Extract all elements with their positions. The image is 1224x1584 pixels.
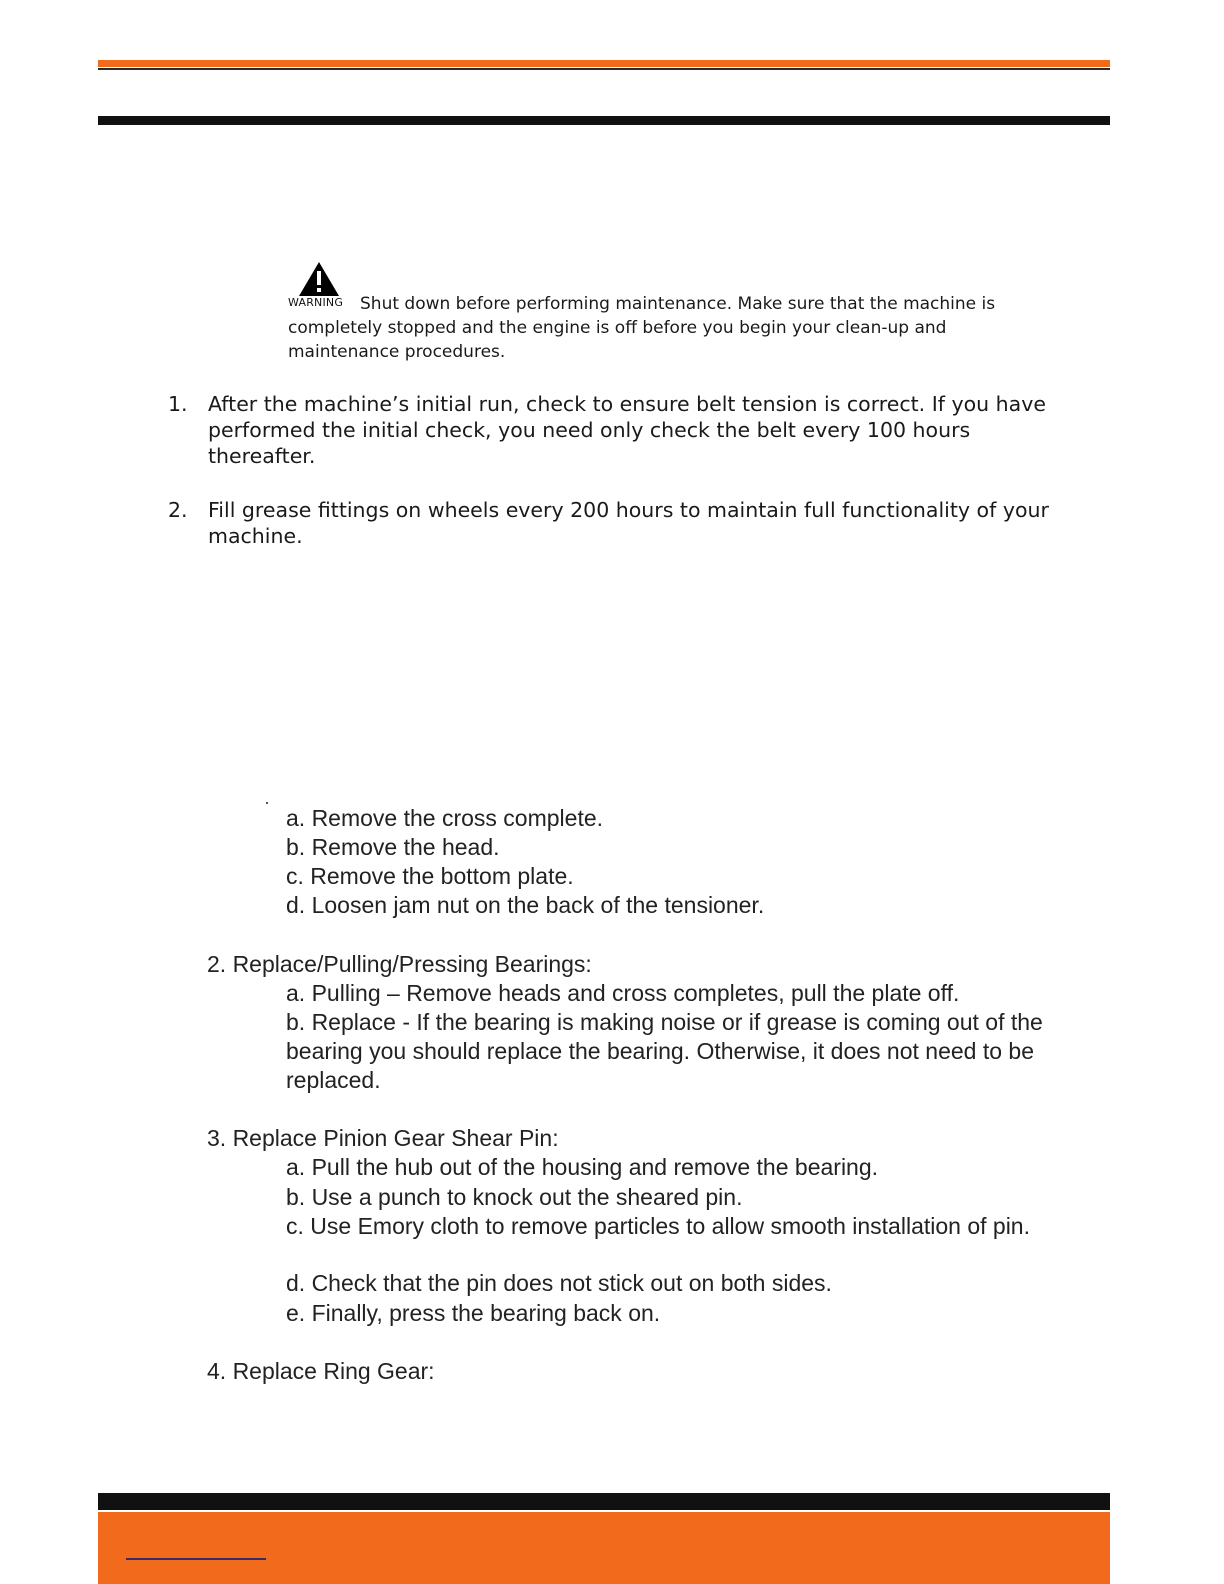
step-item: a. Pulling – Remove heads and cross completes, pull the plate off. — [286, 980, 960, 1006]
step-item: c. Use Emory cloth to remove particles to allow smooth installation of pin. — [286, 1213, 1030, 1239]
header-black-rule — [98, 116, 1110, 125]
footer-black-rule — [98, 1493, 1110, 1510]
list-item-text: Fill grease fittings on wheels every 200 hours to maintain full functionality of your machine. — [208, 498, 1049, 548]
section-heading: 4. Replace Ring Gear: — [207, 1358, 435, 1384]
section-heading: 2. Replace/Pulling/Pressing Bearings: — [207, 951, 592, 977]
step-item: b. Replace - If the bearing is making noise or if grease is coming out of the bearing you should replace the bearing. Otherwise, it does not need to be replaced. — [286, 1009, 1043, 1093]
list-item — [168, 391, 1068, 469]
step-item: b. Use a punch to knock out the sheared pin. — [286, 1184, 743, 1210]
step-item: d. Check that the pin does not stick out on both sides. — [286, 1270, 832, 1296]
warning-label: WARNING — [288, 296, 344, 309]
list-item — [168, 497, 1068, 549]
step-item: b. Remove the head. — [286, 834, 500, 860]
list-item-number: 1. — [168, 392, 188, 416]
step-item: a. Remove the cross complete. — [286, 805, 604, 831]
step-item: d. Loosen jam nut on the back of the tensioner. — [286, 892, 765, 918]
footer-orange-band — [98, 1512, 1110, 1584]
header-orange-rule — [98, 60, 1110, 67]
step-item: e. Finally, press the bearing back on. — [286, 1300, 661, 1326]
footer-link-underline — [126, 1558, 266, 1560]
header-thin-rule — [98, 68, 1110, 70]
list-item-number: 2. — [168, 498, 188, 522]
section-heading: 3. Replace Pinion Gear Shear Pin: — [207, 1125, 559, 1151]
warning-text: Shut down before performing maintenance. Make sure that the machine is completely stopped and the engine is off before you begin your clean-up and maintenance procedures. — [288, 294, 996, 362]
step-item: a. Pull the hub out of the housing and remove the bearing. — [286, 1154, 879, 1180]
list-item-text: After the machine’s initial run, check to ensure belt tension is correct. If you have performed the initial check, you need only check the belt every 100 hours thereafter. — [208, 392, 1046, 468]
stray-mark — [266, 802, 268, 804]
step-item: c. Remove the bottom plate. — [286, 863, 574, 889]
